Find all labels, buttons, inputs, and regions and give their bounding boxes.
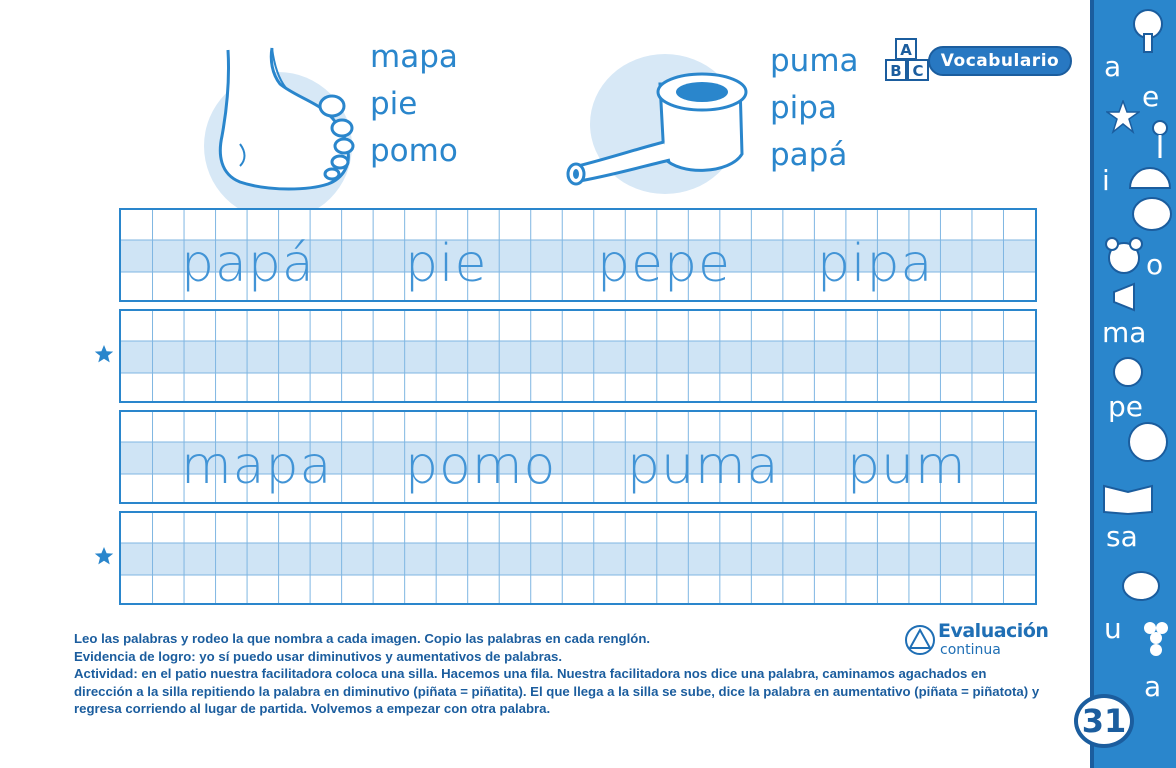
tree-icon — [1124, 6, 1172, 54]
activity-text: en el patio nuestra facilitadora coloca una silla. Hacemos una fila. Nuestra facilitadora nos dice una palabra, caminamos agachados en dirección a la silla repitiendo la palabra en diminutivo (piñata = piñatita). El que llega a la silla se sube, dice la palabra en aumentativo (piñata = piñatota) y regresa corriendo al lugar de partida. Volvemos a empezar con otra palabra. — [74, 666, 1040, 716]
foot-illustration — [200, 44, 360, 194]
activity-paragraph — [74, 665, 1046, 718]
megaphone-icon — [1110, 282, 1150, 312]
sidebar-letter: e — [1142, 80, 1160, 113]
tracing-words — [121, 234, 1035, 294]
speech-bubble-icon — [1130, 196, 1174, 236]
sidebar-letter: o — [1146, 248, 1164, 281]
tracing-word[interactable]: papá — [181, 234, 315, 294]
word-list-right — [770, 38, 859, 179]
sidebar-letter: sa — [1106, 520, 1138, 553]
sidebar-letter: ma — [1102, 316, 1147, 349]
block-letter: C — [912, 62, 924, 80]
vocabulary-label: Vocabulario — [928, 46, 1072, 76]
bear-icon — [1104, 236, 1144, 276]
tracing-word[interactable]: pomo — [405, 436, 557, 496]
star-icon — [94, 546, 114, 566]
sidebar-letter: u — [1104, 612, 1122, 645]
achievement-line: Evidencia de logro: yo sí puedo usar diminutivos y aumentativos de palabras. — [74, 648, 563, 664]
foot-icon — [200, 44, 360, 194]
sidebar-letter: i — [1102, 164, 1110, 197]
word-option[interactable]: pipa — [770, 90, 837, 126]
evaluation-title: Evaluación — [938, 620, 1049, 642]
sidebar-letter: a — [1104, 50, 1122, 83]
evaluation-subtitle: continua — [940, 642, 1001, 658]
tracing-word[interactable]: pepe — [597, 234, 731, 294]
block-letter: A — [900, 41, 912, 59]
sidebar-strip — [1090, 0, 1176, 768]
word-option[interactable]: pomo — [370, 133, 458, 169]
practice-row-1 — [119, 208, 1037, 302]
book-icon — [1102, 476, 1154, 516]
tracing-words — [121, 436, 1035, 496]
igloo-icon — [1128, 156, 1172, 190]
tracing-word[interactable]: mapa — [181, 436, 333, 496]
apple-icon — [1110, 350, 1146, 388]
vocabulary-badge — [884, 38, 1094, 84]
frog-icon — [1118, 558, 1164, 604]
microphone-icon — [1148, 120, 1172, 160]
practice-row-4[interactable] — [119, 511, 1037, 605]
tracing-word[interactable]: puma — [627, 436, 780, 496]
sidebar-letter: a — [1144, 670, 1162, 703]
tracing-word[interactable]: pie — [405, 234, 488, 294]
star-icon — [94, 344, 114, 364]
pipe-illustration — [560, 54, 750, 194]
word-option[interactable]: pie — [370, 86, 418, 122]
word-option[interactable]: papá — [770, 137, 848, 173]
instruction-line: Leo las palabras y rodeo la que nombra a cada imagen. Copio las palabras en cada renglón. — [74, 631, 651, 646]
abc-blocks-icon — [884, 38, 934, 84]
pipe-icon — [560, 54, 750, 194]
sidebar-letter: pe — [1108, 390, 1143, 423]
activity-label: Actividad: — [74, 666, 138, 681]
page-number: 31 — [1074, 694, 1134, 748]
ball-icon — [1126, 420, 1170, 464]
star-face-icon — [1106, 100, 1140, 134]
word-option[interactable]: mapa — [370, 39, 458, 75]
practice-row-3 — [119, 410, 1037, 504]
tracing-word[interactable]: pum — [847, 436, 967, 496]
instructions — [74, 630, 1054, 718]
grapes-icon — [1140, 614, 1172, 660]
tracing-word[interactable]: pipa — [817, 234, 934, 294]
word-option[interactable]: puma — [770, 43, 859, 79]
block-letter: B — [890, 62, 902, 80]
practice-row-2[interactable] — [119, 309, 1037, 403]
word-list-left — [370, 34, 458, 175]
